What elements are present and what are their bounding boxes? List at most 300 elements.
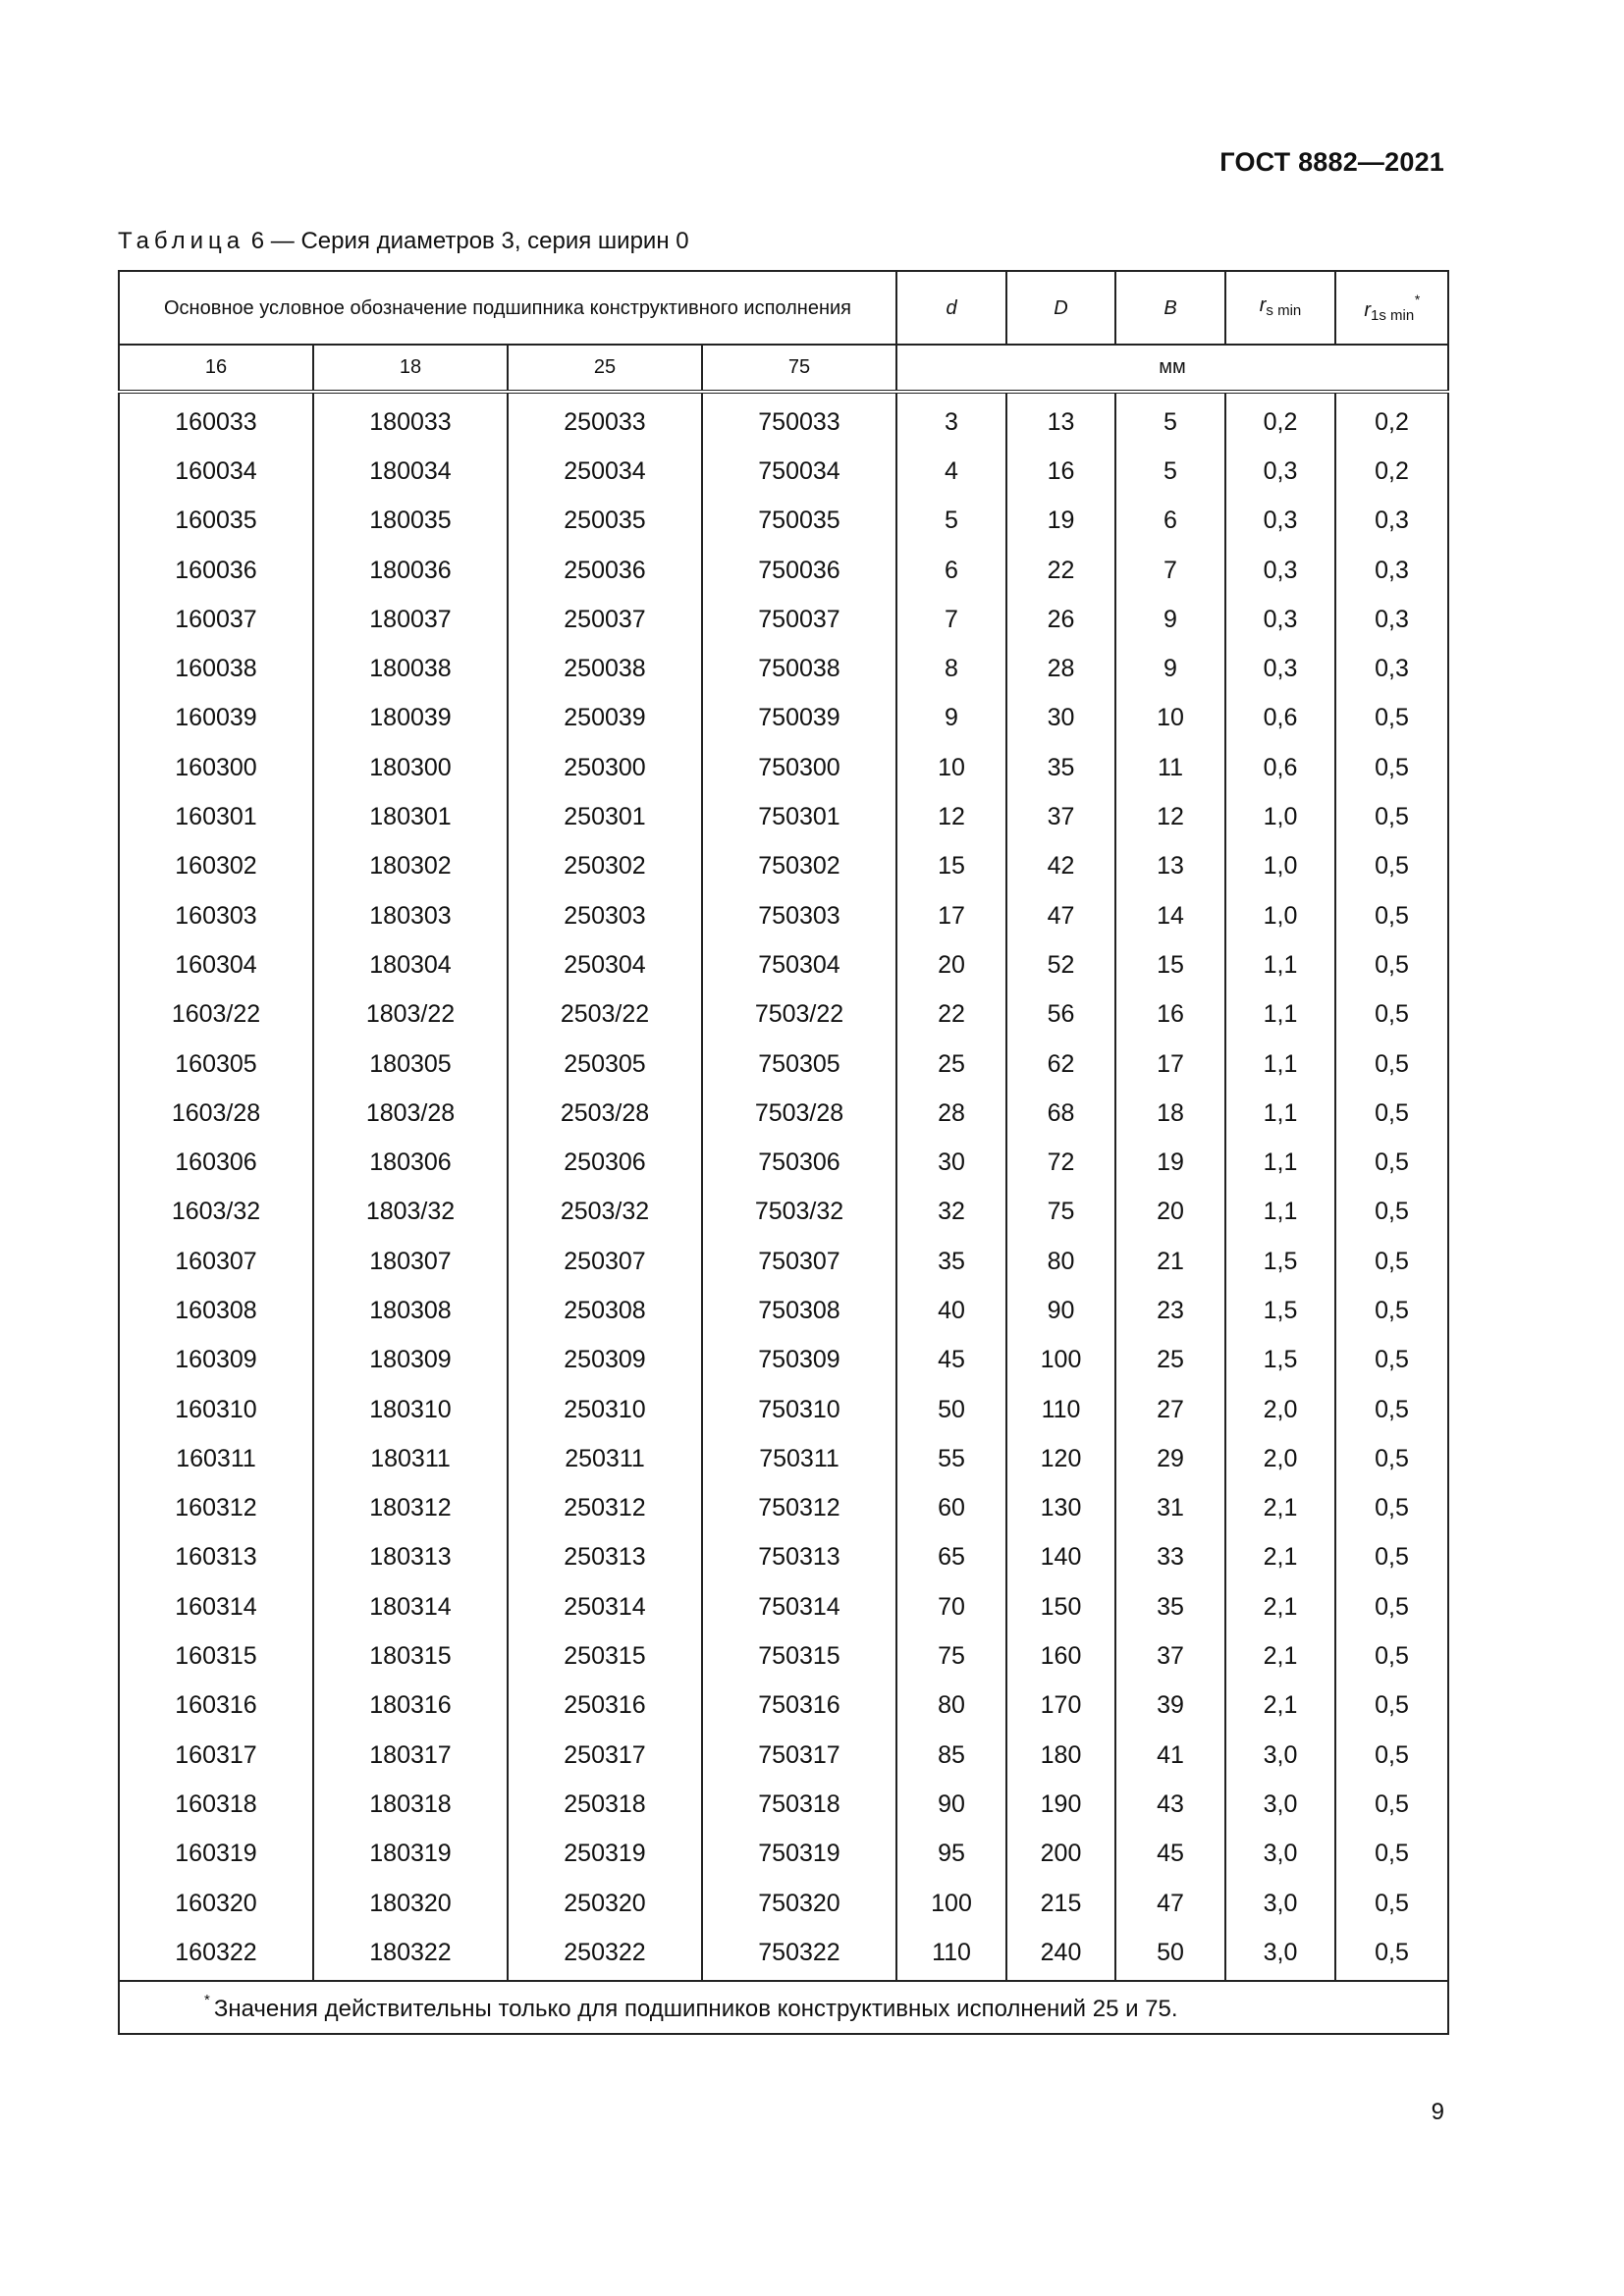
table-cell: 68 bbox=[1006, 1089, 1115, 1138]
table-cell: 0,5 bbox=[1335, 842, 1448, 891]
table-cell: 750305 bbox=[702, 1040, 896, 1089]
table-cell: 90 bbox=[896, 1780, 1006, 1829]
table-row bbox=[119, 497, 1448, 546]
table-cell: 50 bbox=[896, 1385, 1006, 1434]
table-cell: 160315 bbox=[119, 1631, 313, 1681]
table-cell: 750037 bbox=[702, 595, 896, 644]
table-cell: 25 bbox=[896, 1040, 1006, 1089]
table-cell: 37 bbox=[1115, 1631, 1225, 1681]
table-cell: 3,0 bbox=[1225, 1830, 1335, 1879]
table-cell: 0,5 bbox=[1335, 1780, 1448, 1829]
table-cell: 180307 bbox=[313, 1237, 508, 1286]
table-cell: 160320 bbox=[119, 1879, 313, 1928]
table-cell: 2,1 bbox=[1225, 1631, 1335, 1681]
table-cell: 17 bbox=[1115, 1040, 1225, 1089]
table-cell: 15 bbox=[896, 842, 1006, 891]
table-cell: 0,5 bbox=[1335, 1582, 1448, 1631]
table-cell: 80 bbox=[896, 1682, 1006, 1731]
table-cell: 25 bbox=[1115, 1336, 1225, 1385]
table-row bbox=[119, 1336, 1448, 1385]
table-cell: 29 bbox=[1115, 1434, 1225, 1483]
table-cell: 750039 bbox=[702, 694, 896, 743]
table-cell: 0,5 bbox=[1335, 1138, 1448, 1187]
table-cell: 0,5 bbox=[1335, 1040, 1448, 1089]
table-cell: 180320 bbox=[313, 1879, 508, 1928]
table-cell: 750300 bbox=[702, 743, 896, 792]
table-caption-text: 6 — Серия диаметров 3, серия ширин 0 bbox=[250, 228, 689, 254]
table-cell: 85 bbox=[896, 1731, 1006, 1780]
table-cell: 180310 bbox=[313, 1385, 508, 1434]
table-cell: 0,3 bbox=[1225, 497, 1335, 546]
table-cell: 20 bbox=[1115, 1188, 1225, 1237]
table-cell: 0,5 bbox=[1335, 1336, 1448, 1385]
table-cell: 28 bbox=[1006, 644, 1115, 693]
table-cell: 0,3 bbox=[1225, 595, 1335, 644]
table-cell: 750320 bbox=[702, 1879, 896, 1928]
table-cell: 1803/32 bbox=[313, 1188, 508, 1237]
table-cell: 160322 bbox=[119, 1928, 313, 1980]
table-cell: 180 bbox=[1006, 1731, 1115, 1780]
table-row bbox=[119, 1879, 1448, 1928]
table-row bbox=[119, 1286, 1448, 1335]
table-cell: 56 bbox=[1006, 990, 1115, 1040]
subheader-16: 16 bbox=[119, 345, 313, 392]
table-cell: 47 bbox=[1115, 1879, 1225, 1928]
table-cell: 2503/22 bbox=[508, 990, 702, 1040]
table-cell: 0,5 bbox=[1335, 1089, 1448, 1138]
table-cell: 190 bbox=[1006, 1780, 1115, 1829]
table-row bbox=[119, 1385, 1448, 1434]
table-cell: 6 bbox=[896, 546, 1006, 595]
table-cell: 1603/22 bbox=[119, 990, 313, 1040]
table-cell: 2,1 bbox=[1225, 1582, 1335, 1631]
table-cell: 750311 bbox=[702, 1434, 896, 1483]
table-cell: 42 bbox=[1006, 842, 1115, 891]
table-cell: 7 bbox=[1115, 546, 1225, 595]
table-cell: 2503/32 bbox=[508, 1188, 702, 1237]
table-cell: 17 bbox=[896, 891, 1006, 940]
table-cell: 250318 bbox=[508, 1780, 702, 1829]
table-cell: 72 bbox=[1006, 1138, 1115, 1187]
table-cell: 250033 bbox=[508, 392, 702, 447]
table-cell: 0,5 bbox=[1335, 1731, 1448, 1780]
header-r1s-min: $r_{1s min}^*$ bbox=[1335, 271, 1448, 345]
table-row bbox=[119, 644, 1448, 693]
table-cell: 250322 bbox=[508, 1928, 702, 1980]
table-cell: 0,5 bbox=[1335, 1682, 1448, 1731]
table-cell: 0,5 bbox=[1335, 792, 1448, 841]
table-cell: 180322 bbox=[313, 1928, 508, 1980]
table-cell: 43 bbox=[1115, 1780, 1225, 1829]
table-cell: 750303 bbox=[702, 891, 896, 940]
table-cell: 0,2 bbox=[1335, 447, 1448, 496]
table-cell: 250317 bbox=[508, 1731, 702, 1780]
table-cell: 13 bbox=[1115, 842, 1225, 891]
table-cell: 0,5 bbox=[1335, 1484, 1448, 1533]
footnote-text: Значения действительны только для подшипников конструктивных исполнений 25 и 75. bbox=[213, 1995, 1178, 2022]
table-cell: 1603/32 bbox=[119, 1188, 313, 1237]
table-cell: 62 bbox=[1006, 1040, 1115, 1089]
subheader-75: 75 bbox=[702, 345, 896, 392]
table-cell: 30 bbox=[896, 1138, 1006, 1187]
table-cell: 45 bbox=[1115, 1830, 1225, 1879]
table-cell: 250305 bbox=[508, 1040, 702, 1089]
table-cell: 22 bbox=[896, 990, 1006, 1040]
table-cell: 3,0 bbox=[1225, 1731, 1335, 1780]
table-cell: 250300 bbox=[508, 743, 702, 792]
table-cell: 160 bbox=[1006, 1631, 1115, 1681]
table-cell: 16 bbox=[1006, 447, 1115, 496]
table-cell: 14 bbox=[1115, 891, 1225, 940]
header-rs-min: $r_{s min}$ bbox=[1225, 271, 1335, 345]
table-cell: 180301 bbox=[313, 792, 508, 841]
table-cell: 110 bbox=[896, 1928, 1006, 1980]
table-row bbox=[119, 1484, 1448, 1533]
table-cell: 250303 bbox=[508, 891, 702, 940]
table-cell: 9 bbox=[896, 694, 1006, 743]
table-cell: 750306 bbox=[702, 1138, 896, 1187]
table-cell: 35 bbox=[896, 1237, 1006, 1286]
table-cell: 180303 bbox=[313, 891, 508, 940]
table-cell: 2,1 bbox=[1225, 1682, 1335, 1731]
table-cell: 11 bbox=[1115, 743, 1225, 792]
table-cell: 0,6 bbox=[1225, 694, 1335, 743]
table-cell: 750318 bbox=[702, 1780, 896, 1829]
table-cell: 1803/28 bbox=[313, 1089, 508, 1138]
table-row bbox=[119, 1434, 1448, 1483]
table-cell: 160314 bbox=[119, 1582, 313, 1631]
table-cell: 0,3 bbox=[1335, 644, 1448, 693]
table-cell: 65 bbox=[896, 1533, 1006, 1582]
table-cell: 0,3 bbox=[1225, 447, 1335, 496]
table-caption bbox=[118, 228, 689, 255]
table-cell: 37 bbox=[1006, 792, 1115, 841]
table-cell: 750301 bbox=[702, 792, 896, 841]
table-cell: 55 bbox=[896, 1434, 1006, 1483]
table-cell: 160308 bbox=[119, 1286, 313, 1335]
table-cell: 160310 bbox=[119, 1385, 313, 1434]
table-cell: 7 bbox=[896, 595, 1006, 644]
table-cell: 0,3 bbox=[1225, 644, 1335, 693]
table-row bbox=[119, 1089, 1448, 1138]
table-cell: 120 bbox=[1006, 1434, 1115, 1483]
table-cell: 160038 bbox=[119, 644, 313, 693]
table-row bbox=[119, 842, 1448, 891]
table-cell: 0,5 bbox=[1335, 694, 1448, 743]
table-row bbox=[119, 940, 1448, 989]
table-cell: 2,0 bbox=[1225, 1434, 1335, 1483]
table-cell: 0,5 bbox=[1335, 1385, 1448, 1434]
table-cell: 100 bbox=[1006, 1336, 1115, 1385]
table-cell: 40 bbox=[896, 1286, 1006, 1335]
table-cell: 180035 bbox=[313, 497, 508, 546]
table-cell: 750310 bbox=[702, 1385, 896, 1434]
table-cell: 50 bbox=[1115, 1928, 1225, 1980]
table-cell: 160305 bbox=[119, 1040, 313, 1089]
table-cell: 250315 bbox=[508, 1631, 702, 1681]
table-cell: 19 bbox=[1115, 1138, 1225, 1187]
table-cell: 180306 bbox=[313, 1138, 508, 1187]
table-cell: 170 bbox=[1006, 1682, 1115, 1731]
table-cell: 1,5 bbox=[1225, 1237, 1335, 1286]
table-row bbox=[119, 694, 1448, 743]
table-cell: 39 bbox=[1115, 1682, 1225, 1731]
table-cell: 110 bbox=[1006, 1385, 1115, 1434]
table-cell: 180316 bbox=[313, 1682, 508, 1731]
table-cell: 160034 bbox=[119, 447, 313, 496]
table-body bbox=[119, 392, 1448, 1981]
table-cell: 19 bbox=[1006, 497, 1115, 546]
table-cell: 160037 bbox=[119, 595, 313, 644]
table-row bbox=[119, 1040, 1448, 1089]
table-cell: 20 bbox=[896, 940, 1006, 989]
table-cell: 0,2 bbox=[1335, 392, 1448, 447]
header-designation-group: Основное условное обозначение подшипника конструктивного исполнения bbox=[119, 271, 896, 345]
table-cell: 180308 bbox=[313, 1286, 508, 1335]
table-cell: 180302 bbox=[313, 842, 508, 891]
table-cell: 13 bbox=[1006, 392, 1115, 447]
table-cell: 1,1 bbox=[1225, 1040, 1335, 1089]
table-cell: 35 bbox=[1115, 1582, 1225, 1631]
table-cell: 160303 bbox=[119, 891, 313, 940]
table-cell: 3 bbox=[896, 392, 1006, 447]
table-cell: 250302 bbox=[508, 842, 702, 891]
table-row bbox=[119, 447, 1448, 496]
table-cell: 5 bbox=[1115, 392, 1225, 447]
table-cell: 750322 bbox=[702, 1928, 896, 1980]
table-cell: 4 bbox=[896, 447, 1006, 496]
table-cell: 3,0 bbox=[1225, 1928, 1335, 1980]
table-cell: 750317 bbox=[702, 1731, 896, 1780]
table-cell: 750307 bbox=[702, 1237, 896, 1286]
table-cell: 1,1 bbox=[1225, 1089, 1335, 1138]
table-cell: 31 bbox=[1115, 1484, 1225, 1533]
table-cell: 3,0 bbox=[1225, 1780, 1335, 1829]
table-cell: 750308 bbox=[702, 1286, 896, 1335]
table-cell: 95 bbox=[896, 1830, 1006, 1879]
table-cell: 750035 bbox=[702, 497, 896, 546]
header-d: d bbox=[896, 271, 1006, 345]
table-cell: 180034 bbox=[313, 447, 508, 496]
table-cell: 250304 bbox=[508, 940, 702, 989]
document-header: ГОСТ 8882—2021 bbox=[1219, 147, 1444, 177]
table-cell: 0,3 bbox=[1335, 497, 1448, 546]
table-row bbox=[119, 1138, 1448, 1187]
table-cell: 27 bbox=[1115, 1385, 1225, 1434]
table-cell: 0,5 bbox=[1335, 1434, 1448, 1483]
table-cell: 100 bbox=[896, 1879, 1006, 1928]
table-cell: 23 bbox=[1115, 1286, 1225, 1335]
table-cell: 750036 bbox=[702, 546, 896, 595]
table-cell: 160306 bbox=[119, 1138, 313, 1187]
unit-label: мм bbox=[896, 345, 1448, 392]
table-cell: 0,5 bbox=[1335, 940, 1448, 989]
table-cell: 250034 bbox=[508, 447, 702, 496]
header-B: B bbox=[1115, 271, 1225, 345]
table-cell: 160313 bbox=[119, 1533, 313, 1582]
table-cell: 0,3 bbox=[1335, 546, 1448, 595]
table-cell: 7503/32 bbox=[702, 1188, 896, 1237]
table-cell: 160300 bbox=[119, 743, 313, 792]
table-cell: 150 bbox=[1006, 1582, 1115, 1631]
table-cell: 180312 bbox=[313, 1484, 508, 1533]
table-cell: 750309 bbox=[702, 1336, 896, 1385]
page-number: 9 bbox=[1431, 2099, 1444, 2125]
table-cell: 160312 bbox=[119, 1484, 313, 1533]
table-row bbox=[119, 1682, 1448, 1731]
table-cell: 140 bbox=[1006, 1533, 1115, 1582]
table-cell: 9 bbox=[1115, 644, 1225, 693]
table-cell: 0,5 bbox=[1335, 1830, 1448, 1879]
table-cell: 60 bbox=[896, 1484, 1006, 1533]
table-cell: 250306 bbox=[508, 1138, 702, 1187]
bearing-dimensions-table bbox=[118, 270, 1449, 2035]
table-cell: 6 bbox=[1115, 497, 1225, 546]
table-cell: 160318 bbox=[119, 1780, 313, 1829]
table-cell: 180038 bbox=[313, 644, 508, 693]
table-cell: 1,1 bbox=[1225, 1188, 1335, 1237]
table-cell: 200 bbox=[1006, 1830, 1115, 1879]
table-cell: 160307 bbox=[119, 1237, 313, 1286]
table-cell: 30 bbox=[1006, 694, 1115, 743]
table-cell: 750038 bbox=[702, 644, 896, 693]
table-cell: 750033 bbox=[702, 392, 896, 447]
table-cell: 180314 bbox=[313, 1582, 508, 1631]
table-row bbox=[119, 546, 1448, 595]
table-row bbox=[119, 392, 1448, 447]
table-cell: 160039 bbox=[119, 694, 313, 743]
table-caption-label: Таблица bbox=[118, 228, 245, 254]
table-row bbox=[119, 891, 1448, 940]
table-cell: 180300 bbox=[313, 743, 508, 792]
table-cell: 250320 bbox=[508, 1879, 702, 1928]
table-cell: 0,5 bbox=[1335, 990, 1448, 1040]
table-cell: 75 bbox=[896, 1631, 1006, 1681]
table-row bbox=[119, 1237, 1448, 1286]
table-cell: 180311 bbox=[313, 1434, 508, 1483]
table-cell: 250311 bbox=[508, 1434, 702, 1483]
table-cell: 10 bbox=[1115, 694, 1225, 743]
subheader-18: 18 bbox=[313, 345, 508, 392]
table-cell: 250309 bbox=[508, 1336, 702, 1385]
table-cell: 750312 bbox=[702, 1484, 896, 1533]
table-cell: 750316 bbox=[702, 1682, 896, 1731]
table-cell: 7503/22 bbox=[702, 990, 896, 1040]
table-cell: 15 bbox=[1115, 940, 1225, 989]
table-cell: 1,0 bbox=[1225, 792, 1335, 841]
table-row bbox=[119, 743, 1448, 792]
table-row bbox=[119, 792, 1448, 841]
table-cell: 1803/22 bbox=[313, 990, 508, 1040]
table-cell: 250036 bbox=[508, 546, 702, 595]
table-cell: 180037 bbox=[313, 595, 508, 644]
table-cell: 250035 bbox=[508, 497, 702, 546]
table-cell: 12 bbox=[1115, 792, 1225, 841]
table-cell: 250038 bbox=[508, 644, 702, 693]
table-cell: 250314 bbox=[508, 1582, 702, 1631]
table-cell: 2503/28 bbox=[508, 1089, 702, 1138]
table-cell: 250308 bbox=[508, 1286, 702, 1335]
subheader-25: 25 bbox=[508, 345, 702, 392]
table-cell: 750314 bbox=[702, 1582, 896, 1631]
table-row bbox=[119, 1731, 1448, 1780]
table-cell: 0,3 bbox=[1335, 595, 1448, 644]
table-cell: 180033 bbox=[313, 392, 508, 447]
table-cell: 2,1 bbox=[1225, 1484, 1335, 1533]
table-cell: 0,6 bbox=[1225, 743, 1335, 792]
table-cell: 1,1 bbox=[1225, 1138, 1335, 1187]
table-cell: 250313 bbox=[508, 1533, 702, 1582]
table-row bbox=[119, 595, 1448, 644]
table-cell: 250310 bbox=[508, 1385, 702, 1434]
table-cell: 1,5 bbox=[1225, 1336, 1335, 1385]
table-cell: 250039 bbox=[508, 694, 702, 743]
table-cell: 0,5 bbox=[1335, 1286, 1448, 1335]
table-cell: 160317 bbox=[119, 1731, 313, 1780]
table-cell: 12 bbox=[896, 792, 1006, 841]
table-cell: 0,5 bbox=[1335, 1879, 1448, 1928]
table-cell: 130 bbox=[1006, 1484, 1115, 1533]
table-cell: 215 bbox=[1006, 1879, 1115, 1928]
table-cell: 80 bbox=[1006, 1237, 1115, 1286]
table-cell: 250319 bbox=[508, 1830, 702, 1879]
table-cell: 45 bbox=[896, 1336, 1006, 1385]
table-cell: 1,0 bbox=[1225, 891, 1335, 940]
table-cell: 41 bbox=[1115, 1731, 1225, 1780]
table-cell: 160309 bbox=[119, 1336, 313, 1385]
table-cell: 5 bbox=[1115, 447, 1225, 496]
table-cell: 0,5 bbox=[1335, 1631, 1448, 1681]
table-cell: 0,2 bbox=[1225, 392, 1335, 447]
table-cell: 180317 bbox=[313, 1731, 508, 1780]
table-cell: 250307 bbox=[508, 1237, 702, 1286]
table-cell: 750034 bbox=[702, 447, 896, 496]
table-row bbox=[119, 1188, 1448, 1237]
table-cell: 750304 bbox=[702, 940, 896, 989]
table-cell: 22 bbox=[1006, 546, 1115, 595]
table-cell: 1,5 bbox=[1225, 1286, 1335, 1335]
table-cell: 750313 bbox=[702, 1533, 896, 1582]
table-row bbox=[119, 1928, 1448, 1980]
table-cell: 35 bbox=[1006, 743, 1115, 792]
table-cell: 180319 bbox=[313, 1830, 508, 1879]
table-cell: 26 bbox=[1006, 595, 1115, 644]
table-cell: 160033 bbox=[119, 392, 313, 447]
table-cell: 0,5 bbox=[1335, 743, 1448, 792]
table-cell: 160304 bbox=[119, 940, 313, 989]
table-cell: 9 bbox=[1115, 595, 1225, 644]
table-cell: 750319 bbox=[702, 1830, 896, 1879]
table-cell: 0,5 bbox=[1335, 891, 1448, 940]
table-cell: 16 bbox=[1115, 990, 1225, 1040]
table-cell: 10 bbox=[896, 743, 1006, 792]
table-cell: 0,5 bbox=[1335, 1237, 1448, 1286]
table-cell: 28 bbox=[896, 1089, 1006, 1138]
table-cell: 180304 bbox=[313, 940, 508, 989]
table-cell: 250316 bbox=[508, 1682, 702, 1731]
table-cell: 160035 bbox=[119, 497, 313, 546]
table-cell: 180313 bbox=[313, 1533, 508, 1582]
table-cell: 160311 bbox=[119, 1434, 313, 1483]
table-cell: 250312 bbox=[508, 1484, 702, 1533]
table-cell: 250301 bbox=[508, 792, 702, 841]
table-cell: 33 bbox=[1115, 1533, 1225, 1582]
table-cell: 240 bbox=[1006, 1928, 1115, 1980]
table-cell: 75 bbox=[1006, 1188, 1115, 1237]
table-row bbox=[119, 1631, 1448, 1681]
table-cell: 1603/28 bbox=[119, 1089, 313, 1138]
table-cell: 1,1 bbox=[1225, 940, 1335, 989]
